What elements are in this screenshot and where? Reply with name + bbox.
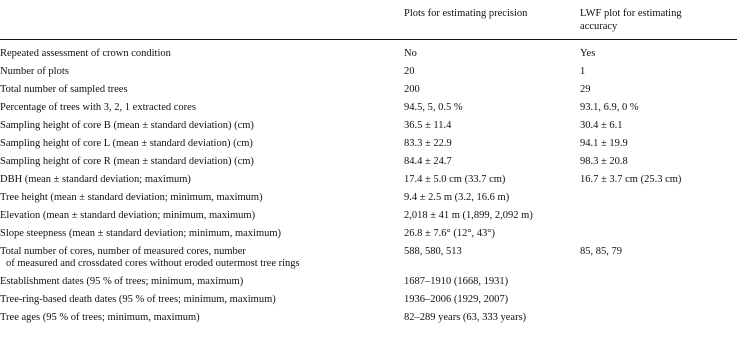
row-label: Tree height (mean ± standard deviation; minimum, maximum) [0, 192, 263, 203]
row-label: Tree-ring-based death dates (95 % of trees; minimum, maximum) [0, 294, 276, 305]
row-label: Percentage of trees with 3, 2, 1 extracted cores [0, 102, 196, 113]
row-label: Sampling height of core R (mean ± standard deviation) (cm) [0, 156, 254, 167]
row-label: Elevation (mean ± standard deviation; minimum, maximum) [0, 210, 256, 221]
row-precision: 36.5 ± 11.4 [404, 120, 452, 131]
header-accuracy-line1: LWF plot for estimating [580, 8, 682, 19]
row-label: Sampling height of core L (mean ± standard deviation) (cm) [0, 138, 253, 149]
row-precision: 200 [404, 84, 420, 95]
row-precision: 588, 580, 513 [404, 246, 462, 257]
row-precision: 9.4 ± 2.5 m (3.2, 16.6 m) [404, 192, 510, 203]
row-accuracy: Yes [580, 48, 596, 59]
row-label: Establishment dates (95 % of trees; minimum, maximum) [0, 276, 244, 287]
header-accuracy-line2: accuracy [580, 21, 618, 32]
header-rule [0, 39, 737, 40]
row-accuracy: 98.3 ± 20.8 [580, 156, 628, 167]
row-accuracy: 30.4 ± 6.1 [580, 120, 623, 131]
row-label-continuation: of measured and crossdated cores without eroded outermost tree rings [6, 258, 300, 269]
row-label: Sampling height of core B (mean ± standard deviation) (cm) [0, 120, 254, 131]
row-label: Slope steepness (mean ± standard deviation; minimum, maximum) [0, 228, 282, 239]
row-label: Repeated assessment of crown condition [0, 48, 171, 59]
row-precision: 2,018 ± 41 m (1,899, 2,092 m) [404, 210, 533, 221]
header-precision: Plots for estimating precision [404, 8, 528, 19]
row-precision: 84.4 ± 24.7 [404, 156, 452, 167]
row-label: DBH (mean ± standard deviation; maximum) [0, 174, 191, 185]
row-label: Tree ages (95 % of trees; minimum, maximum) [0, 312, 200, 323]
row-label: Total number of sampled trees [0, 84, 128, 95]
row-accuracy: 94.1 ± 19.9 [580, 138, 628, 149]
row-precision: 26.8 ± 7.6° (12°, 43°) [404, 228, 495, 239]
row-precision: 83.3 ± 22.9 [404, 138, 452, 149]
row-label: Number of plots [0, 66, 69, 77]
row-accuracy: 1 [580, 66, 586, 77]
row-precision: 94.5, 5, 0.5 % [404, 102, 463, 113]
row-precision: 82–289 years (63, 333 years) [404, 312, 527, 323]
row-accuracy: 16.7 ± 3.7 cm (25.3 cm) [580, 174, 682, 185]
row-label: Total number of cores, number of measured cores, number [0, 246, 246, 257]
row-precision: 20 [404, 66, 415, 77]
row-accuracy: 93.1, 6.9, 0 % [580, 102, 639, 113]
row-precision: 17.4 ± 5.0 cm (33.7 cm) [404, 174, 506, 185]
row-accuracy: 85, 85, 79 [580, 246, 622, 257]
row-precision: No [404, 48, 417, 59]
row-accuracy: 29 [580, 84, 591, 95]
row-precision: 1687–1910 (1668, 1931) [404, 276, 509, 287]
row-precision: 1936–2006 (1929, 2007) [404, 294, 509, 305]
